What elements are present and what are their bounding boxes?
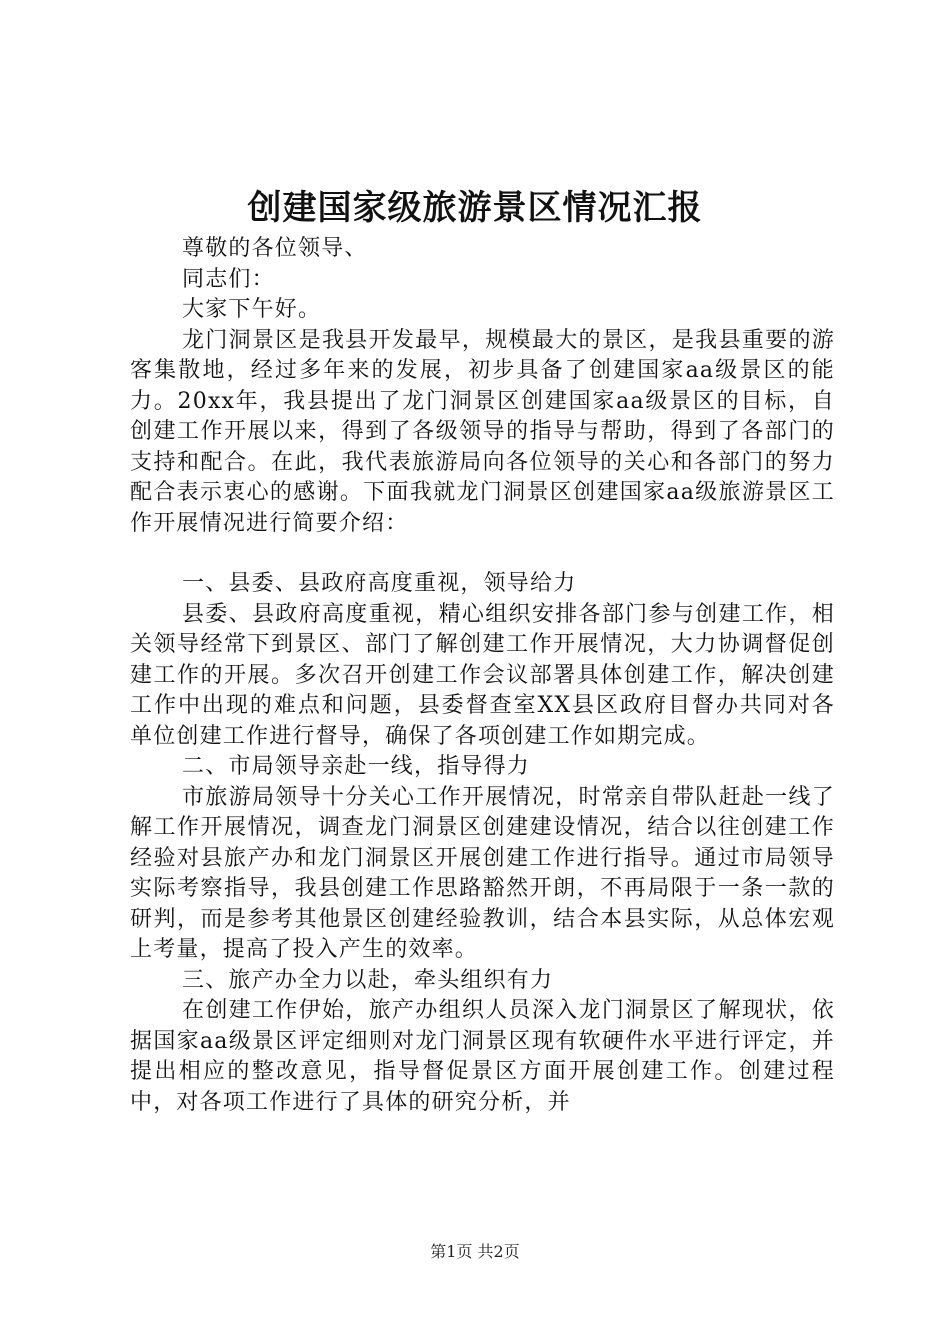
- document-title: 创建国家级旅游景区情况汇报: [247, 188, 703, 228]
- section-2-heading: 二、市局领导亲赴一线，指导得力: [182, 754, 531, 779]
- section-3-heading: 三、旅产办全力以赴，牵头组织有力: [182, 967, 554, 993]
- greeting-line-3: 大家下午好。: [182, 297, 322, 322]
- section-1-paragraph: 县委、县政府高度重视，精心组织安排各部门参与创建工作，相关领导经常下到景区、部门了解创建工作开展情况，大力协调督促创建工作的开展。多次召开创建工作会议部署具体创建工作，解决创建工作中出现的难点和问题，县委督查室XX县区政府目督办共同对各单位创建工作进行督导，确保了各项创建工作如期完成。: [130, 601, 835, 749]
- section-1-heading: 一、县委、县政府高度重视，领导给力: [182, 571, 577, 596]
- intro-paragraph: 龙门洞景区是我县开发最早，规模最大的景区，是我县重要的游客集散地，经过多年来的发展，初步具备了创建国家aa级景区的能力。20xx年，我县提出了龙门洞景区创建国家aa级景区的目标，自创建工作开展以来，得到了各级领导的指导与帮助，得到了各部门的支持和配合。在此，我代表旅游局向各位领导的关心和各部门的努力配合表示衷心的感谢。下面我就龙门洞景区创建国家aa级旅游景区工作开展情况进行简要介绍：: [130, 327, 835, 536]
- section-3-paragraph: 在创建工作伊始，旅产办组织人员深入龙门洞景区了解现状，依据国家aa级景区评定细则对龙门洞景区现有软硬件水平进行评定，并提出相应的整改意见，指导督促景区方面开展创建工作。创建过程中，对各项工作进行了具体的研究分析，并: [130, 998, 835, 1115]
- section-2-paragraph: 市旅游局领导十分关心工作开展情况，时常亲自带队赶赴一线了解工作开展情况，调查龙门洞景区创建建设情况，结合以往创建工作经验对县旅产办和龙门洞景区开展创建工作进行指导。通过市局领导实际考察指导，我县创建工作思路豁然开朗，不再局限于一条一款的研判，而是参考其他景区创建经验教训，结合本县实际，从总体宏观上考量，提高了投入产生的效率。: [130, 784, 835, 962]
- page-footer: 第1页 共2页: [430, 1242, 520, 1261]
- paragraph-spacer: [130, 539, 835, 569]
- greeting-line-1: 尊敬的各位领导、: [182, 236, 368, 261]
- document-body: [130, 234, 835, 1118]
- greeting-line-2: 同志们：: [182, 266, 275, 292]
